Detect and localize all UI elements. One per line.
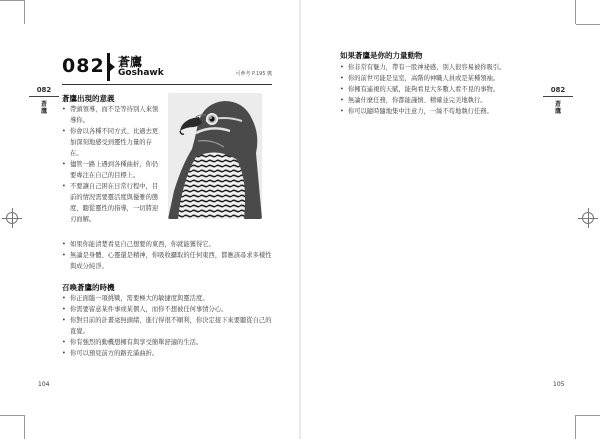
list-item: • 無論是身體、心靈還是精神，你吸收攝取的任何東西，都應該尋求多樣性與成分純淨。 [62, 252, 272, 270]
crop-mark [575, 415, 576, 439]
side-tab-label: 蒼鷹 [554, 101, 561, 115]
list-item: • 你的前世可能是皇室，高階的神職人員或是某種領袖。 [340, 75, 500, 82]
crop-mark [575, 0, 576, 24]
crop-mark [24, 415, 25, 439]
list-item: • 你非常有魅力，帶有一股神祕感，別人很容易被你吸引。 [340, 64, 506, 71]
side-tab-label: 蒼鷹 [40, 101, 47, 115]
right-page [301, 0, 600, 439]
list-item: • 你正面臨一項挑戰，需要極大的敏捷度與靈活度。 [62, 295, 209, 302]
crop-mark [0, 0, 24, 1]
list-item: • 你可以預見前方的路充滿曲折。 [62, 350, 159, 357]
entry-name-english: Goshawk [118, 68, 164, 78]
meaning-list-continued [62, 239, 272, 272]
page-number: 105 [553, 381, 565, 388]
when-to-call-list [62, 293, 272, 359]
page-number: 104 [38, 381, 50, 388]
registration-mark-icon [578, 208, 598, 228]
section-heading-meaning: 蒼鷹出現的意義 [62, 94, 115, 103]
list-item: • 你需要留意某件事或某個人，而你不想被任何事情分心。 [62, 306, 228, 313]
side-tab [29, 86, 59, 115]
power-animal-list [340, 62, 545, 117]
crop-mark [576, 415, 600, 416]
list-item: • 不要讓自己困在日常行程中，目前的情況需要靈活度與優雅的態度，聽從靈性的指導，一切將迎刃而解。 [62, 183, 159, 223]
registration-mark-icon [2, 208, 22, 228]
cross-reference: 可參考 P.195 鷹 [235, 71, 272, 77]
crop-mark [24, 0, 25, 24]
list-item: • 無論什麼任務，你都能謹慎、精確並完美地執行。 [340, 97, 487, 104]
list-item: • 你對目前的計畫毫無頭緒，進行得很不順利，你決定接下來要聽從自己的直覺。 [62, 317, 272, 335]
crop-mark [576, 24, 600, 25]
entry-title [62, 53, 272, 83]
entry-name-chinese: 蒼鷹 [118, 55, 143, 69]
list-item: • 如果你能清楚看見自己想要的東西，你就能獲得它。 [62, 241, 215, 248]
title-rule [62, 84, 272, 85]
list-item: • 你擁有遙視的天賦，能夠看見大多數人看不見的事物。 [340, 86, 500, 93]
crop-mark [0, 415, 24, 416]
entry-number: 082 [62, 55, 105, 77]
section-heading-power-animal: 如果蒼鷹是你的力量動物 [340, 51, 423, 60]
list-item: • 你會以各種不同方式、比過去更加深刻地感受到靈性力量的存在。 [62, 128, 159, 157]
section-heading-when-to-call: 召喚蒼鷹的時機 [62, 283, 115, 292]
list-item: • 帶頭領導，而不是等待別人來領導你。 [62, 106, 159, 124]
side-tab-number: 082 [29, 86, 59, 97]
title-arrow-icon [110, 63, 115, 71]
list-item: • 你有強烈的動機想擁有與享受簡單舒適的生活。 [62, 339, 203, 346]
list-item: • 儘管一路上遇到各種曲折，你仍要專注在自己的目標上。 [62, 161, 159, 179]
goshawk-photo [168, 93, 262, 219]
side-tab-number: 082 [543, 86, 573, 97]
list-item: • 你可以隨時隨地集中注意力，一絲不苟地執行任務。 [340, 108, 493, 115]
side-tab [543, 86, 573, 115]
left-page [0, 0, 299, 439]
meaning-list [62, 104, 160, 225]
